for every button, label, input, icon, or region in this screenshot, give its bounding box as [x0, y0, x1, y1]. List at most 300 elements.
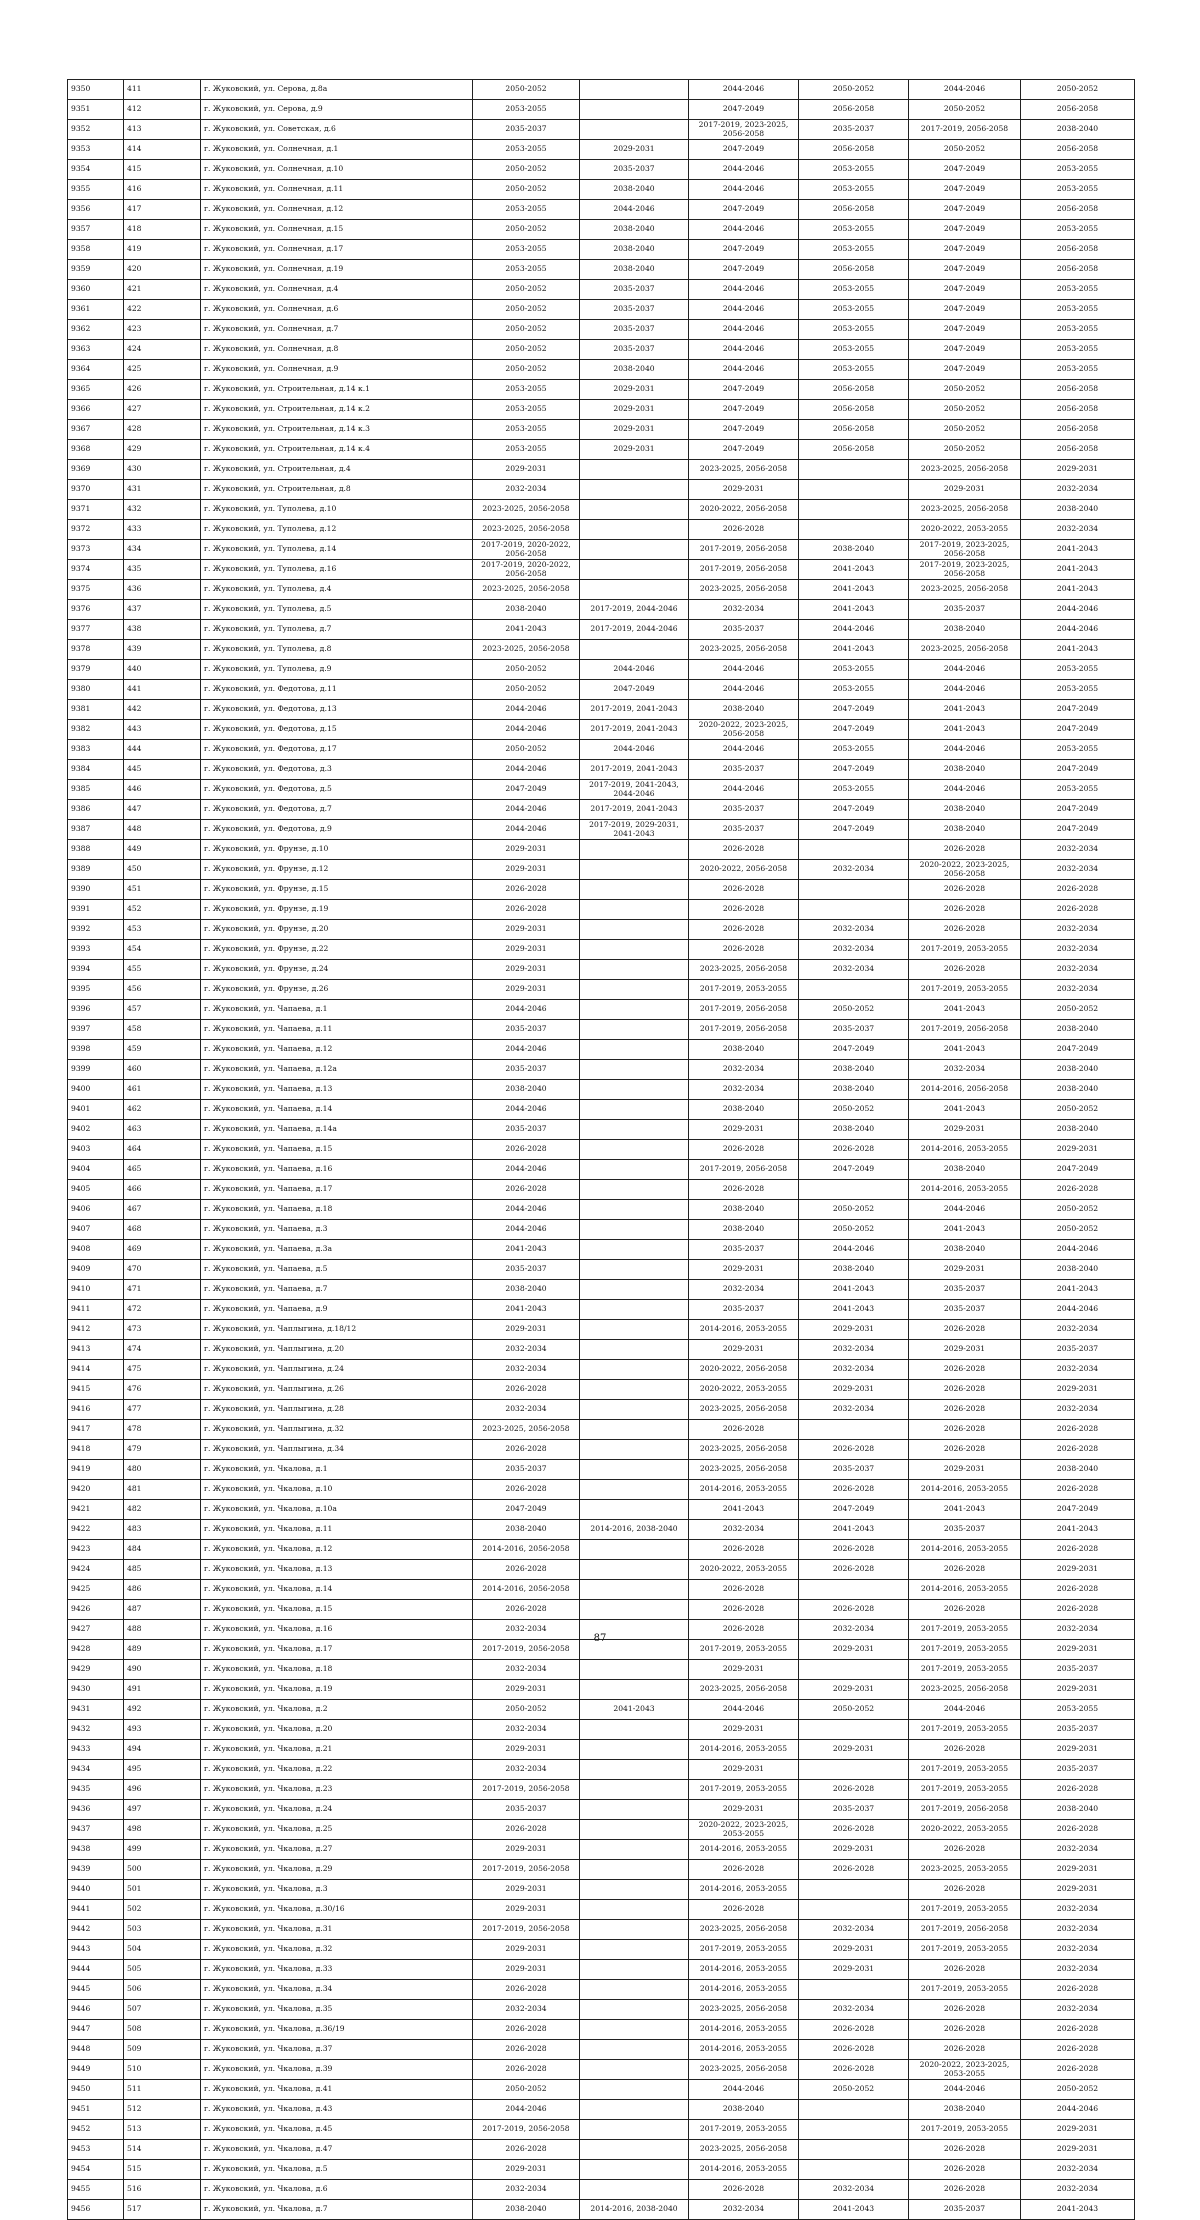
house-number-cell: 454	[124, 940, 201, 960]
address-cell: г. Жуковский, ул. Серова, д.9	[201, 100, 473, 120]
table-row	[68, 1720, 1135, 1740]
period-col-2-cell	[580, 1020, 689, 1040]
period-col-2-cell	[580, 540, 689, 560]
period-col-3-cell: 2026-2028	[689, 1620, 799, 1640]
house-number-cell: 427	[124, 400, 201, 420]
address-cell: г. Жуковский, ул. Чапаева, д.7	[201, 1280, 473, 1300]
row-number-cell: 9434	[68, 1760, 124, 1780]
house-number-cell: 479	[124, 1440, 201, 1460]
table-row	[68, 1200, 1135, 1220]
period-col-2-cell	[580, 2120, 689, 2140]
period-col-4-cell	[799, 1980, 909, 2000]
period-col-2-cell	[580, 1540, 689, 1560]
period-col-2-cell	[580, 1960, 689, 1980]
period-col-1-cell: 2032-2034	[473, 1400, 580, 1420]
period-col-3-cell: 2044-2046	[689, 180, 799, 200]
period-col-3-cell: 2044-2046	[689, 280, 799, 300]
period-col-2-cell: 2017-2019, 2041-2043	[580, 800, 689, 820]
period-col-4-cell: 2056-2058	[799, 440, 909, 460]
row-number-cell: 9363	[68, 340, 124, 360]
period-col-2-cell	[580, 1100, 689, 1120]
period-col-2-cell: 2044-2046	[580, 740, 689, 760]
period-col-1-cell: 2026-2028	[473, 1560, 580, 1580]
period-col-1-cell: 2032-2034	[473, 1760, 580, 1780]
house-number-cell: 442	[124, 700, 201, 720]
address-cell: г. Жуковский, ул. Чкалова, д.3	[201, 1880, 473, 1900]
period-col-1-cell: 2023-2025, 2056-2058	[473, 520, 580, 540]
period-col-3-cell: 2047-2049	[689, 240, 799, 260]
address-cell: г. Жуковский, ул. Солнечная, д.9	[201, 360, 473, 380]
address-cell: г. Жуковский, ул. Чаплыгина, д.26	[201, 1380, 473, 1400]
house-number-cell: 415	[124, 160, 201, 180]
period-col-5-cell: 2038-2040	[909, 1240, 1021, 1260]
period-col-2-cell	[580, 640, 689, 660]
period-col-1-cell: 2017-2019, 2056-2058	[473, 1640, 580, 1660]
period-col-3-cell: 2029-2031	[689, 1120, 799, 1140]
house-number-cell: 455	[124, 960, 201, 980]
period-col-2-cell	[580, 2020, 689, 2040]
period-col-3-cell: 2014-2016, 2053-2055	[689, 2160, 799, 2180]
period-col-3-cell: 2029-2031	[689, 1660, 799, 1680]
period-col-6-cell: 2032-2034	[1021, 1840, 1135, 1860]
house-number-cell: 438	[124, 620, 201, 640]
period-col-4-cell: 2032-2034	[799, 2180, 909, 2200]
period-col-6-cell: 2029-2031	[1021, 1140, 1135, 1160]
period-col-4-cell: 2029-2031	[799, 1740, 909, 1760]
row-number-cell: 9412	[68, 1320, 124, 1340]
table-row	[68, 320, 1135, 340]
period-col-4-cell: 2026-2028	[799, 2040, 909, 2060]
period-col-5-cell: 2017-2019, 2056-2058	[909, 1020, 1021, 1040]
period-col-1-cell: 2014-2016, 2056-2058	[473, 1540, 580, 1560]
period-col-6-cell: 2053-2055	[1021, 180, 1135, 200]
period-col-6-cell: 2029-2031	[1021, 1740, 1135, 1760]
period-col-1-cell: 2044-2046	[473, 2100, 580, 2120]
address-cell: г. Жуковский, ул. Чкалова, д.30/16	[201, 1900, 473, 1920]
period-col-2-cell: 2047-2049	[580, 680, 689, 700]
table-row	[68, 1220, 1135, 1240]
period-col-1-cell: 2029-2031	[473, 1900, 580, 1920]
period-col-5-cell: 2026-2028	[909, 880, 1021, 900]
period-col-5-cell: 2026-2028	[909, 2020, 1021, 2040]
house-number-cell: 503	[124, 1920, 201, 1940]
period-col-5-cell: 2017-2019, 2053-2055	[909, 1720, 1021, 1740]
period-col-5-cell: 2047-2049	[909, 160, 1021, 180]
row-number-cell: 9431	[68, 1700, 124, 1720]
period-col-5-cell: 2041-2043	[909, 1040, 1021, 1060]
address-cell: г. Жуковский, ул. Чаплыгина, д.24	[201, 1360, 473, 1380]
address-cell: г. Жуковский, ул. Чкалова, д.47	[201, 2140, 473, 2160]
table-row	[68, 420, 1135, 440]
row-number-cell: 9388	[68, 840, 124, 860]
period-col-4-cell: 2047-2049	[799, 700, 909, 720]
address-cell: г. Жуковский, ул. Чкалова, д.24	[201, 1800, 473, 1820]
period-col-6-cell: 2056-2058	[1021, 240, 1135, 260]
period-col-1-cell: 2041-2043	[473, 1240, 580, 1260]
period-col-6-cell: 2032-2034	[1021, 2160, 1135, 2180]
period-col-4-cell	[799, 1420, 909, 1440]
row-number-cell: 9372	[68, 520, 124, 540]
period-col-2-cell	[580, 1920, 689, 1940]
house-number-cell: 445	[124, 760, 201, 780]
period-col-5-cell: 2026-2028	[909, 900, 1021, 920]
period-col-3-cell: 2017-2019, 2023-2025, 2056-2058	[689, 120, 799, 140]
period-col-1-cell: 2026-2028	[473, 2020, 580, 2040]
house-number-cell: 516	[124, 2180, 201, 2200]
period-col-6-cell: 2056-2058	[1021, 200, 1135, 220]
period-col-4-cell: 2032-2034	[799, 1340, 909, 1360]
address-cell: г. Жуковский, ул. Строительная, д.14 к.3	[201, 420, 473, 440]
house-number-cell: 412	[124, 100, 201, 120]
period-col-4-cell: 2032-2034	[799, 1360, 909, 1380]
period-col-1-cell: 2044-2046	[473, 760, 580, 780]
period-col-1-cell: 2053-2055	[473, 440, 580, 460]
address-cell: г. Жуковский, ул. Солнечная, д.19	[201, 260, 473, 280]
row-number-cell: 9422	[68, 1520, 124, 1540]
row-number-cell: 9418	[68, 1440, 124, 1460]
period-col-5-cell: 2038-2040	[909, 620, 1021, 640]
row-number-cell: 9384	[68, 760, 124, 780]
address-cell: г. Жуковский, ул. Солнечная, д.4	[201, 280, 473, 300]
table-row	[68, 1840, 1135, 1860]
period-col-4-cell: 2053-2055	[799, 220, 909, 240]
period-col-3-cell: 2026-2028	[689, 1540, 799, 1560]
table-row	[68, 1740, 1135, 1760]
house-number-cell: 447	[124, 800, 201, 820]
period-col-4-cell: 2029-2031	[799, 1940, 909, 1960]
table-row	[68, 1160, 1135, 1180]
period-col-6-cell: 2029-2031	[1021, 1560, 1135, 1580]
house-number-cell: 436	[124, 580, 201, 600]
period-col-6-cell: 2047-2049	[1021, 1160, 1135, 1180]
period-col-6-cell: 2029-2031	[1021, 1880, 1135, 1900]
page-number: 87	[593, 1633, 607, 1644]
row-number-cell: 9439	[68, 1860, 124, 1880]
period-col-1-cell: 2050-2052	[473, 360, 580, 380]
period-col-4-cell: 2035-2037	[799, 1800, 909, 1820]
row-number-cell: 9406	[68, 1200, 124, 1220]
address-cell: г. Жуковский, ул. Чапаева, д.18	[201, 1200, 473, 1220]
address-cell: г. Жуковский, ул. Фрунзе, д.12	[201, 860, 473, 880]
period-col-3-cell: 2029-2031	[689, 1760, 799, 1780]
address-cell: г. Жуковский, ул. Чкалова, д.15	[201, 1600, 473, 1620]
period-col-4-cell: 2038-2040	[799, 1080, 909, 1100]
house-number-cell: 486	[124, 1580, 201, 1600]
address-cell: г. Жуковский, ул. Чкалова, д.20	[201, 1720, 473, 1740]
house-number-cell: 456	[124, 980, 201, 1000]
address-cell: г. Жуковский, ул. Туполева, д.5	[201, 600, 473, 620]
period-col-5-cell: 2017-2019, 2056-2058	[909, 120, 1021, 140]
period-col-1-cell: 2050-2052	[473, 320, 580, 340]
table-row	[68, 1820, 1135, 1840]
table-row	[68, 1580, 1135, 1600]
period-col-6-cell: 2038-2040	[1021, 1260, 1135, 1280]
row-number-cell: 9452	[68, 2120, 124, 2140]
house-number-cell: 432	[124, 500, 201, 520]
period-col-2-cell: 2035-2037	[580, 280, 689, 300]
period-col-4-cell: 2026-2028	[799, 1480, 909, 1500]
house-number-cell: 468	[124, 1220, 201, 1240]
period-col-6-cell: 2053-2055	[1021, 280, 1135, 300]
table-row	[68, 300, 1135, 320]
period-col-1-cell: 2029-2031	[473, 2160, 580, 2180]
table-row	[68, 1420, 1135, 1440]
period-col-2-cell	[580, 1500, 689, 1520]
period-col-2-cell	[580, 580, 689, 600]
period-col-2-cell: 2017-2019, 2041-2043	[580, 760, 689, 780]
period-col-5-cell: 2047-2049	[909, 360, 1021, 380]
period-col-5-cell: 2044-2046	[909, 660, 1021, 680]
period-col-5-cell: 2029-2031	[909, 480, 1021, 500]
period-col-3-cell: 2035-2037	[689, 1240, 799, 1260]
row-number-cell: 9411	[68, 1300, 124, 1320]
period-col-4-cell	[799, 520, 909, 540]
period-col-6-cell: 2032-2034	[1021, 2180, 1135, 2200]
house-number-cell: 467	[124, 1200, 201, 1220]
period-col-4-cell: 2053-2055	[799, 300, 909, 320]
period-col-5-cell: 2017-2019, 2053-2055	[909, 980, 1021, 1000]
house-number-cell: 483	[124, 1520, 201, 1540]
table-row	[68, 980, 1135, 1000]
period-col-6-cell: 2044-2046	[1021, 1300, 1135, 1320]
period-col-3-cell: 2032-2034	[689, 2200, 799, 2220]
table-row	[68, 200, 1135, 220]
period-col-4-cell: 2050-2052	[799, 1220, 909, 1240]
period-col-2-cell	[580, 1060, 689, 1080]
period-col-4-cell: 2053-2055	[799, 280, 909, 300]
house-number-cell: 469	[124, 1240, 201, 1260]
period-col-5-cell: 2044-2046	[909, 2080, 1021, 2100]
period-col-5-cell: 2041-2043	[909, 1100, 1021, 1120]
period-col-5-cell: 2029-2031	[909, 1460, 1021, 1480]
address-cell: г. Жуковский, ул. Федотова, д.11	[201, 680, 473, 700]
address-cell: г. Жуковский, ул. Чаплыгина, д.28	[201, 1400, 473, 1420]
period-col-4-cell: 2041-2043	[799, 600, 909, 620]
address-cell: г. Жуковский, ул. Фрунзе, д.26	[201, 980, 473, 1000]
row-number-cell: 9353	[68, 140, 124, 160]
row-number-cell: 9404	[68, 1160, 124, 1180]
address-cell: г. Жуковский, ул. Чаплыгина, д.34	[201, 1440, 473, 1460]
period-col-1-cell: 2053-2055	[473, 200, 580, 220]
address-cell: г. Жуковский, ул. Туполева, д.4	[201, 580, 473, 600]
address-cell: г. Жуковский, ул. Чкалова, д.10	[201, 1480, 473, 1500]
table-row	[68, 1340, 1135, 1360]
house-number-cell: 482	[124, 1500, 201, 1520]
address-cell: г. Жуковский, ул. Чкалова, д.31	[201, 1920, 473, 1940]
period-col-4-cell: 2041-2043	[799, 640, 909, 660]
row-number-cell: 9402	[68, 1120, 124, 1140]
address-cell: г. Жуковский, ул. Фрунзе, д.19	[201, 900, 473, 920]
period-col-5-cell: 2026-2028	[909, 2040, 1021, 2060]
address-cell: г. Жуковский, ул. Фрунзе, д.15	[201, 880, 473, 900]
row-number-cell: 9407	[68, 1220, 124, 1240]
period-col-5-cell: 2026-2028	[909, 1320, 1021, 1340]
period-col-5-cell: 2017-2019, 2023-2025, 2056-2058	[909, 560, 1021, 580]
table-row	[68, 1480, 1135, 1500]
period-col-3-cell: 2047-2049	[689, 440, 799, 460]
house-number-cell: 498	[124, 1820, 201, 1840]
period-col-2-cell: 2017-2019, 2044-2046	[580, 600, 689, 620]
period-col-6-cell: 2041-2043	[1021, 540, 1135, 560]
period-col-5-cell: 2047-2049	[909, 260, 1021, 280]
row-number-cell: 9448	[68, 2040, 124, 2060]
period-col-1-cell: 2023-2025, 2056-2058	[473, 640, 580, 660]
table-row	[68, 2060, 1135, 2080]
period-col-6-cell: 2053-2055	[1021, 320, 1135, 340]
house-number-cell: 471	[124, 1280, 201, 1300]
period-col-2-cell	[580, 2160, 689, 2180]
table-row	[68, 1380, 1135, 1400]
period-col-4-cell: 2026-2028	[799, 2060, 909, 2080]
house-number-cell: 462	[124, 1100, 201, 1120]
house-number-cell: 477	[124, 1400, 201, 1420]
row-number-cell: 9358	[68, 240, 124, 260]
period-col-5-cell: 2017-2019, 2053-2055	[909, 940, 1021, 960]
table-row	[68, 580, 1135, 600]
table-row	[68, 400, 1135, 420]
period-col-5-cell: 2020-2022, 2053-2055	[909, 1820, 1021, 1840]
period-col-4-cell: 2026-2028	[799, 2020, 909, 2040]
period-col-3-cell: 2044-2046	[689, 80, 799, 100]
house-number-cell: 500	[124, 1860, 201, 1880]
period-col-6-cell: 2032-2034	[1021, 1620, 1135, 1640]
period-col-5-cell: 2047-2049	[909, 300, 1021, 320]
period-col-1-cell: 2035-2037	[473, 120, 580, 140]
period-col-6-cell: 2032-2034	[1021, 1900, 1135, 1920]
period-col-4-cell	[799, 1180, 909, 1200]
table-row	[68, 1020, 1135, 1040]
address-cell: г. Жуковский, ул. Чкалова, д.21	[201, 1740, 473, 1760]
table-row	[68, 1180, 1135, 1200]
period-col-2-cell	[580, 1940, 689, 1960]
period-col-5-cell: 2047-2049	[909, 320, 1021, 340]
table-row	[68, 1660, 1135, 1680]
period-col-1-cell: 2032-2034	[473, 1620, 580, 1640]
period-col-3-cell: 2029-2031	[689, 1720, 799, 1740]
period-col-1-cell: 2050-2052	[473, 740, 580, 760]
period-col-6-cell: 2032-2034	[1021, 2000, 1135, 2020]
row-number-cell: 9420	[68, 1480, 124, 1500]
period-col-6-cell: 2026-2028	[1021, 1180, 1135, 1200]
row-number-cell: 9405	[68, 1180, 124, 1200]
address-cell: г. Жуковский, ул. Туполева, д.12	[201, 520, 473, 540]
period-col-3-cell: 2017-2019, 2053-2055	[689, 980, 799, 1000]
address-cell: г. Жуковский, ул. Чкалова, д.7	[201, 2200, 473, 2220]
period-col-5-cell: 2014-2016, 2053-2055	[909, 1480, 1021, 1500]
period-col-4-cell: 2026-2028	[799, 1860, 909, 1880]
house-number-cell: 464	[124, 1140, 201, 1160]
period-col-2-cell	[580, 1420, 689, 1440]
period-col-5-cell: 2026-2028	[909, 920, 1021, 940]
period-col-6-cell: 2029-2031	[1021, 460, 1135, 480]
table-row	[68, 1860, 1135, 1880]
period-col-4-cell: 2032-2034	[799, 940, 909, 960]
period-col-5-cell: 2017-2019, 2053-2055	[909, 1900, 1021, 1920]
period-col-2-cell: 2044-2046	[580, 200, 689, 220]
house-number-cell: 495	[124, 1760, 201, 1780]
period-col-5-cell: 2026-2028	[909, 1840, 1021, 1860]
house-number-cell: 512	[124, 2100, 201, 2120]
house-number-cell: 505	[124, 1960, 201, 1980]
period-col-4-cell	[799, 500, 909, 520]
address-cell: г. Жуковский, ул. Чапаева, д.12	[201, 1040, 473, 1060]
period-col-1-cell: 2017-2019, 2020-2022, 2056-2058	[473, 540, 580, 560]
period-col-5-cell: 2026-2028	[909, 2160, 1021, 2180]
period-col-3-cell: 2047-2049	[689, 380, 799, 400]
period-col-1-cell: 2050-2052	[473, 80, 580, 100]
house-number-cell: 513	[124, 2120, 201, 2140]
address-cell: г. Жуковский, ул. Строительная, д.14 к.2	[201, 400, 473, 420]
house-number-cell: 437	[124, 600, 201, 620]
period-col-6-cell: 2056-2058	[1021, 140, 1135, 160]
table-row	[68, 1920, 1135, 1940]
table-row	[68, 1980, 1135, 2000]
period-col-1-cell: 2053-2055	[473, 420, 580, 440]
period-col-2-cell	[580, 1240, 689, 1260]
address-cell: г. Жуковский, ул. Солнечная, д.12	[201, 200, 473, 220]
period-col-1-cell: 2035-2037	[473, 1120, 580, 1140]
address-cell: г. Жуковский, ул. Солнечная, д.7	[201, 320, 473, 340]
table-row	[68, 1300, 1135, 1320]
period-col-3-cell: 2044-2046	[689, 2080, 799, 2100]
address-cell: г. Жуковский, ул. Чкалова, д.45	[201, 2120, 473, 2140]
period-col-1-cell: 2038-2040	[473, 1520, 580, 1540]
row-number-cell: 9361	[68, 300, 124, 320]
row-number-cell: 9446	[68, 2000, 124, 2020]
row-number-cell: 9364	[68, 360, 124, 380]
table-row	[68, 140, 1135, 160]
period-col-3-cell: 2044-2046	[689, 220, 799, 240]
period-col-1-cell: 2032-2034	[473, 1340, 580, 1360]
period-col-5-cell: 2035-2037	[909, 600, 1021, 620]
period-col-5-cell: 2050-2052	[909, 440, 1021, 460]
period-col-5-cell: 2017-2019, 2056-2058	[909, 1800, 1021, 1820]
period-col-1-cell: 2050-2052	[473, 660, 580, 680]
period-col-3-cell: 2047-2049	[689, 400, 799, 420]
table-row	[68, 1060, 1135, 1080]
period-col-5-cell: 2035-2037	[909, 2200, 1021, 2220]
period-col-3-cell: 2020-2022, 2023-2025, 2056-2058	[689, 720, 799, 740]
period-col-3-cell: 2020-2022, 2053-2055	[689, 1380, 799, 1400]
period-col-3-cell: 2026-2028	[689, 900, 799, 920]
period-col-5-cell: 2017-2019, 2053-2055	[909, 1660, 1021, 1680]
house-number-cell: 449	[124, 840, 201, 860]
period-col-4-cell: 2026-2028	[799, 1600, 909, 1620]
period-col-1-cell: 2023-2025, 2056-2058	[473, 1420, 580, 1440]
period-col-6-cell: 2038-2040	[1021, 1080, 1135, 1100]
address-cell: г. Жуковский, ул. Чкалова, д.27	[201, 1840, 473, 1860]
period-col-1-cell: 2032-2034	[473, 1720, 580, 1740]
period-col-6-cell: 2026-2028	[1021, 1440, 1135, 1460]
period-col-6-cell: 2053-2055	[1021, 360, 1135, 380]
table-row	[68, 1320, 1135, 1340]
period-col-1-cell: 2044-2046	[473, 1200, 580, 1220]
row-number-cell: 9395	[68, 980, 124, 1000]
period-col-1-cell: 2035-2037	[473, 1260, 580, 1280]
period-col-2-cell	[580, 1000, 689, 1020]
period-col-2-cell: 2044-2046	[580, 660, 689, 680]
table-row	[68, 840, 1135, 860]
address-cell: г. Жуковский, ул. Фрунзе, д.20	[201, 920, 473, 940]
period-col-4-cell: 2056-2058	[799, 200, 909, 220]
period-col-3-cell: 2026-2028	[689, 1580, 799, 1600]
period-col-2-cell	[580, 1340, 689, 1360]
table-row	[68, 160, 1135, 180]
period-col-2-cell: 2017-2019, 2041-2043	[580, 720, 689, 740]
row-number-cell: 9396	[68, 1000, 124, 1020]
address-cell: г. Жуковский, ул. Чапаева, д.14а	[201, 1120, 473, 1140]
period-col-6-cell: 2035-2037	[1021, 1660, 1135, 1680]
